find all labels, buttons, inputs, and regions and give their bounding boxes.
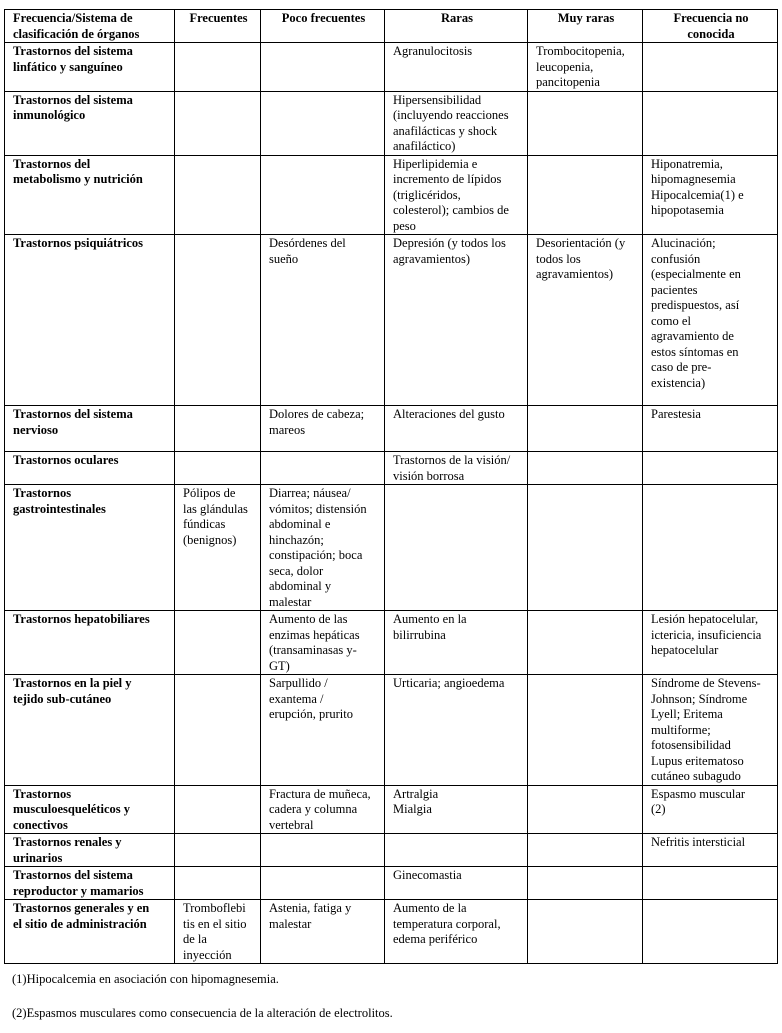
cell-muy-raras (528, 406, 643, 452)
cell-poco-frecuentes (261, 155, 385, 235)
table-row (5, 406, 778, 452)
table-row (5, 43, 778, 92)
table-row (5, 867, 778, 900)
cell-no-conocida: Síndrome de Stevens- Johnson; Síndrome Lyell; Eritema multiforme; fotosensibilidad Lupus eritematoso cutáneo subagudo (643, 675, 778, 786)
organ-cell: Trastornos psiquiátricos (5, 235, 175, 406)
organ-cell: Trastornos hepatobiliares (5, 611, 175, 675)
header-organ-system: Frecuencia/Sistema de clasificación de órganos (5, 10, 175, 43)
table-row (5, 834, 778, 867)
header-poco-frecuentes: Poco frecuentes (261, 10, 385, 43)
cell-no-conocida: Lesión hepatocelular, ictericia, insuficiencia hepatocelular (643, 611, 778, 675)
cell-poco-frecuentes (261, 91, 385, 155)
cell-no-conocida (643, 91, 778, 155)
cell-poco-frecuentes: Astenia, fatiga y malestar (261, 900, 385, 964)
cell-no-conocida: Nefritis intersticial (643, 834, 778, 867)
cell-poco-frecuentes (261, 867, 385, 900)
cell-no-conocida (643, 867, 778, 900)
header-muy-raras: Muy raras (528, 10, 643, 43)
cell-no-conocida: Espasmo muscular (2) (643, 785, 778, 834)
organ-cell: Trastornos del sistema nervioso (5, 406, 175, 452)
cell-muy-raras (528, 611, 643, 675)
table-row (5, 900, 778, 964)
cell-frecuentes (175, 452, 261, 485)
organ-cell: Trastornos musculoesqueléticos y conectivos (5, 785, 175, 834)
table-row (5, 485, 778, 611)
table-row (5, 675, 778, 786)
cell-raras: Trastornos de la visión/ visión borrosa (385, 452, 528, 485)
cell-muy-raras (528, 452, 643, 485)
cell-no-conocida (643, 43, 778, 92)
cell-no-conocida: Parestesia (643, 406, 778, 452)
table-row (5, 235, 778, 406)
cell-frecuentes (175, 43, 261, 92)
header-no-conocida: Frecuencia no conocida (643, 10, 778, 43)
cell-raras (385, 485, 528, 611)
table-row (5, 785, 778, 834)
organ-cell: Trastornos del sistema linfático y sanguíneo (5, 43, 175, 92)
cell-raras: Alteraciones del gusto (385, 406, 528, 452)
cell-poco-frecuentes: Sarpullido / exantema / erupción, prurito (261, 675, 385, 786)
table-row (5, 155, 778, 235)
cell-muy-raras: Desorientación (y todos los agravamientos) (528, 235, 643, 406)
cell-poco-frecuentes (261, 43, 385, 92)
cell-muy-raras (528, 867, 643, 900)
cell-poco-frecuentes: Diarrea; náusea/ vómitos; distensión abdominal e hinchazón; constipación; boca seca, dolor abdominal y malestar (261, 485, 385, 611)
cell-frecuentes (175, 834, 261, 867)
header-raras: Raras (385, 10, 528, 43)
organ-cell: Trastornos generales y en el sitio de administración (5, 900, 175, 964)
cell-no-conocida (643, 485, 778, 611)
cell-muy-raras (528, 675, 643, 786)
organ-cell: Trastornos del metabolismo y nutrición (5, 155, 175, 235)
organ-cell: Trastornos gastrointestinales (5, 485, 175, 611)
cell-poco-frecuentes (261, 452, 385, 485)
footnote-2: (2)Espasmos musculares como consecuencia de la alteración de electrolitos. (12, 1006, 393, 1020)
cell-no-conocida: Hiponatremia, hipomagnesemia Hipocalcemia(1) e hipopotasemia (643, 155, 778, 235)
footnote-1: (1)Hipocalcemia en asociación con hipomagnesemia. (12, 972, 279, 986)
cell-no-conocida (643, 452, 778, 485)
cell-muy-raras (528, 785, 643, 834)
cell-raras (385, 834, 528, 867)
cell-poco-frecuentes: Desórdenes del sueño (261, 235, 385, 406)
cell-frecuentes (175, 785, 261, 834)
cell-raras: Ginecomastia (385, 867, 528, 900)
table-header-row (5, 10, 778, 43)
cell-no-conocida: Alucinación; confusión (especialmente en pacientes predispuestos, así como el agravamiento de estos síntomas en caso de pre- existencia) (643, 235, 778, 406)
organ-cell: Trastornos del sistema inmunológico (5, 91, 175, 155)
cell-raras: Aumento en la bilirrubina (385, 611, 528, 675)
cell-frecuentes (175, 235, 261, 406)
cell-frecuentes (175, 155, 261, 235)
cell-raras: Agranulocitosis (385, 43, 528, 92)
cell-frecuentes (175, 611, 261, 675)
cell-poco-frecuentes (261, 834, 385, 867)
cell-poco-frecuentes: Dolores de cabeza; mareos (261, 406, 385, 452)
cell-raras: Aumento de la temperatura corporal, edema periférico (385, 900, 528, 964)
cell-frecuentes (175, 91, 261, 155)
cell-muy-raras (528, 834, 643, 867)
cell-muy-raras: Trombocitopenia, leucopenia, pancitopenia (528, 43, 643, 92)
cell-frecuentes (175, 867, 261, 900)
cell-raras: Hipersensibilidad (incluyendo reacciones anafilácticas y shock anafiláctico) (385, 91, 528, 155)
table-row (5, 91, 778, 155)
cell-frecuentes (175, 406, 261, 452)
cell-frecuentes: Tromboflebi tis en el sitio de la inyección (175, 900, 261, 964)
organ-cell: Trastornos en la piel y tejido sub-cutáneo (5, 675, 175, 786)
cell-muy-raras (528, 155, 643, 235)
organ-cell: Trastornos renales y urinarios (5, 834, 175, 867)
cell-frecuentes: Pólipos de las glándulas fúndicas (benignos) (175, 485, 261, 611)
cell-poco-frecuentes: Aumento de las enzimas hepáticas (transaminasas y- GT) (261, 611, 385, 675)
cell-muy-raras (528, 485, 643, 611)
table-row (5, 611, 778, 675)
organ-cell: Trastornos del sistema reproductor y mamarios (5, 867, 175, 900)
cell-raras: Hiperlipidemia e incremento de lípidos (triglicéridos, colesterol); cambios de peso (385, 155, 528, 235)
table-row (5, 452, 778, 485)
cell-raras: Depresión (y todos los agravamientos) (385, 235, 528, 406)
cell-frecuentes (175, 675, 261, 786)
organ-cell: Trastornos oculares (5, 452, 175, 485)
header-frecuentes: Frecuentes (175, 10, 261, 43)
cell-muy-raras (528, 900, 643, 964)
cell-muy-raras (528, 91, 643, 155)
adverse-reactions-table (4, 9, 778, 964)
cell-poco-frecuentes: Fractura de muñeca, cadera y columna vertebral (261, 785, 385, 834)
cell-raras: Artralgia Mialgia (385, 785, 528, 834)
cell-no-conocida (643, 900, 778, 964)
cell-raras: Urticaria; angioedema (385, 675, 528, 786)
